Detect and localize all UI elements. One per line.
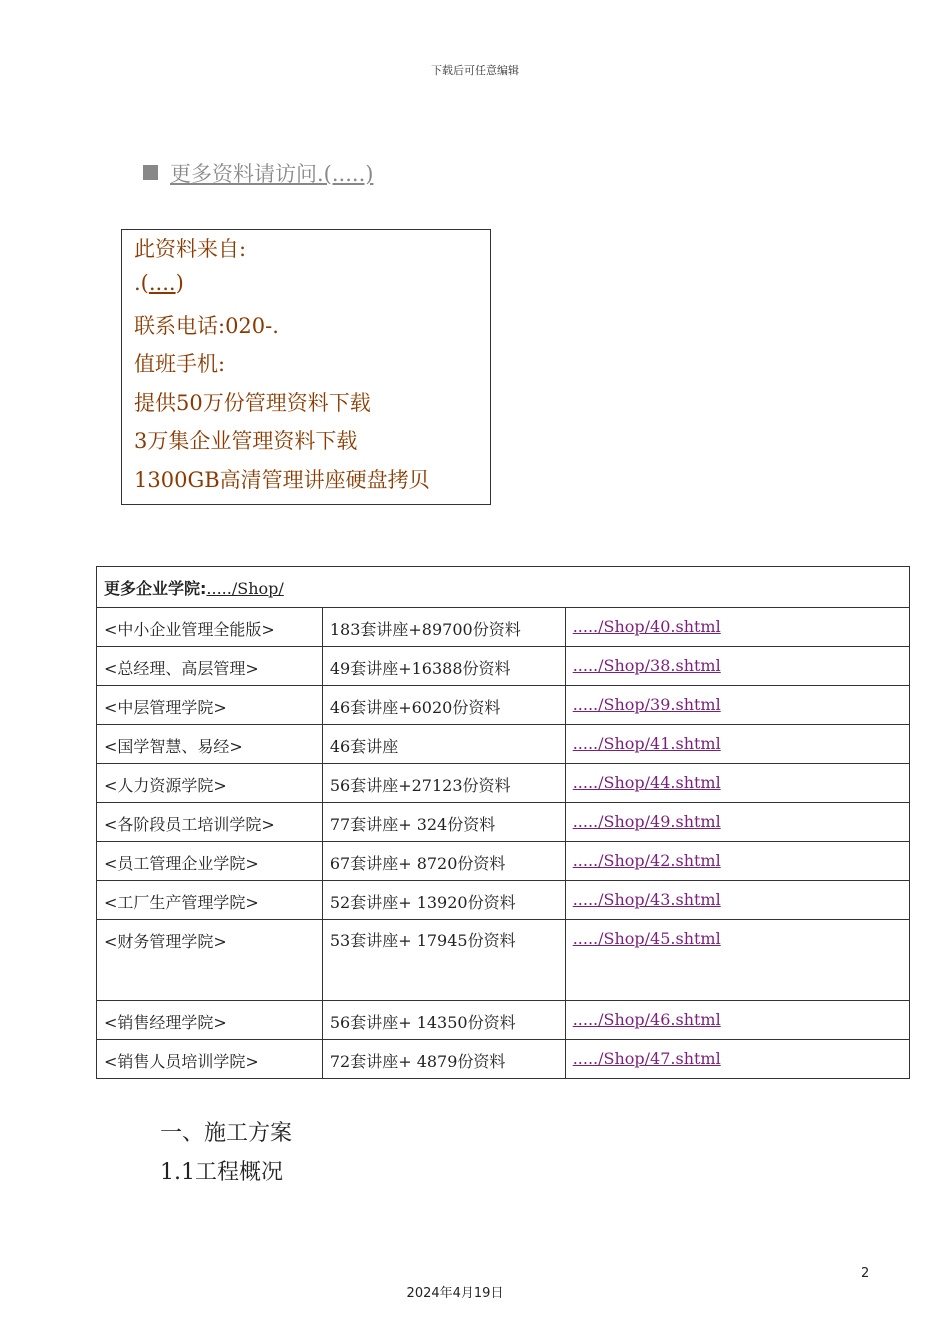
course-link[interactable]: ...../Shop/40.shtml bbox=[572, 617, 721, 636]
course-name: <中小企业管理全能版> bbox=[97, 608, 323, 647]
course-name: <总经理、高层管理> bbox=[97, 647, 323, 686]
source-line-2 bbox=[134, 271, 184, 295]
table-row bbox=[97, 1040, 910, 1079]
course-name: <销售人员培训学院> bbox=[97, 1040, 323, 1079]
course-link[interactable]: ...../Shop/38.shtml bbox=[572, 656, 721, 675]
course-desc: 46套讲座 bbox=[322, 725, 565, 764]
source-line-4: 值班手机: bbox=[134, 352, 226, 376]
table-row bbox=[97, 803, 910, 842]
table-row bbox=[97, 881, 910, 920]
source-line-5: 提供50万份管理资料下载 bbox=[134, 391, 371, 415]
course-link[interactable]: ...../Shop/39.shtml bbox=[572, 695, 721, 714]
source-line-7: 1300GB高清管理讲座硬盘拷贝 bbox=[134, 468, 430, 492]
course-link[interactable]: ...../Shop/46.shtml bbox=[572, 1010, 721, 1029]
source-site-link[interactable]: .... bbox=[148, 271, 176, 295]
course-desc: 77套讲座+ 324份资料 bbox=[322, 803, 565, 842]
course-name: <国学智慧、易经> bbox=[97, 725, 323, 764]
table-row bbox=[97, 725, 910, 764]
course-name: <人力资源学院> bbox=[97, 764, 323, 803]
table-row bbox=[97, 764, 910, 803]
course-desc: 53套讲座+ 17945份资料 bbox=[322, 920, 565, 1001]
source-line-2-suffix: ) bbox=[175, 271, 184, 295]
section-heading-1: 一、施工方案 bbox=[160, 1121, 293, 1146]
table-row bbox=[97, 608, 910, 647]
course-desc: 56套讲座+27123份资料 bbox=[322, 764, 565, 803]
source-line-6: 3万集企业管理资料下载 bbox=[134, 429, 358, 453]
course-name: <中层管理学院> bbox=[97, 686, 323, 725]
course-link[interactable]: ...../Shop/42.shtml bbox=[572, 851, 721, 870]
courses-header-label: 更多企业学院: bbox=[104, 579, 207, 598]
table-row bbox=[97, 920, 910, 1001]
source-line-3: 联系电话:020-. bbox=[134, 314, 279, 338]
more-resources-link-row[interactable] bbox=[143, 158, 373, 188]
table-row bbox=[97, 686, 910, 725]
page-header: 下载后可任意编辑 bbox=[431, 64, 519, 77]
courses-table-header bbox=[97, 567, 910, 608]
course-link[interactable]: ...../Shop/49.shtml bbox=[572, 812, 721, 831]
course-name: <销售经理学院> bbox=[97, 1001, 323, 1040]
course-link[interactable]: ...../Shop/43.shtml bbox=[572, 890, 721, 909]
course-link[interactable]: ...../Shop/45.shtml bbox=[572, 929, 721, 948]
source-line-2-prefix: .( bbox=[134, 271, 149, 295]
course-desc: 49套讲座+16388份资料 bbox=[322, 647, 565, 686]
course-link[interactable]: ...../Shop/47.shtml bbox=[572, 1049, 721, 1068]
course-desc: 183套讲座+89700份资料 bbox=[322, 608, 565, 647]
course-name: <财务管理学院> bbox=[97, 920, 323, 1001]
courses-table bbox=[96, 566, 910, 1079]
table-row bbox=[97, 842, 910, 881]
course-name: <工厂生产管理学院> bbox=[97, 881, 323, 920]
table-row bbox=[97, 1001, 910, 1040]
page-number: 2 bbox=[861, 1266, 870, 1281]
source-line-1: 此资料来自: bbox=[134, 237, 247, 261]
course-desc: 52套讲座+ 13920份资料 bbox=[322, 881, 565, 920]
course-desc: 46套讲座+6020份资料 bbox=[322, 686, 565, 725]
table-row bbox=[97, 647, 910, 686]
course-link[interactable]: ...../Shop/41.shtml bbox=[572, 734, 721, 753]
course-desc: 67套讲座+ 8720份资料 bbox=[322, 842, 565, 881]
source-info-box bbox=[121, 229, 491, 505]
course-desc: 56套讲座+ 14350份资料 bbox=[322, 1001, 565, 1040]
course-name: <各阶段员工培训学院> bbox=[97, 803, 323, 842]
square-bullet-icon bbox=[143, 165, 158, 180]
course-link[interactable]: ...../Shop/44.shtml bbox=[572, 773, 721, 792]
footer-date: 2024年4月19日 bbox=[406, 1286, 504, 1301]
courses-header-link[interactable]: ...../Shop/ bbox=[206, 579, 284, 598]
more-resources-link[interactable]: 更多资料请访问.(.....) bbox=[170, 162, 374, 186]
section-heading-2: 1.1工程概况 bbox=[160, 1160, 283, 1185]
course-desc: 72套讲座+ 4879份资料 bbox=[322, 1040, 565, 1079]
course-name: <员工管理企业学院> bbox=[97, 842, 323, 881]
